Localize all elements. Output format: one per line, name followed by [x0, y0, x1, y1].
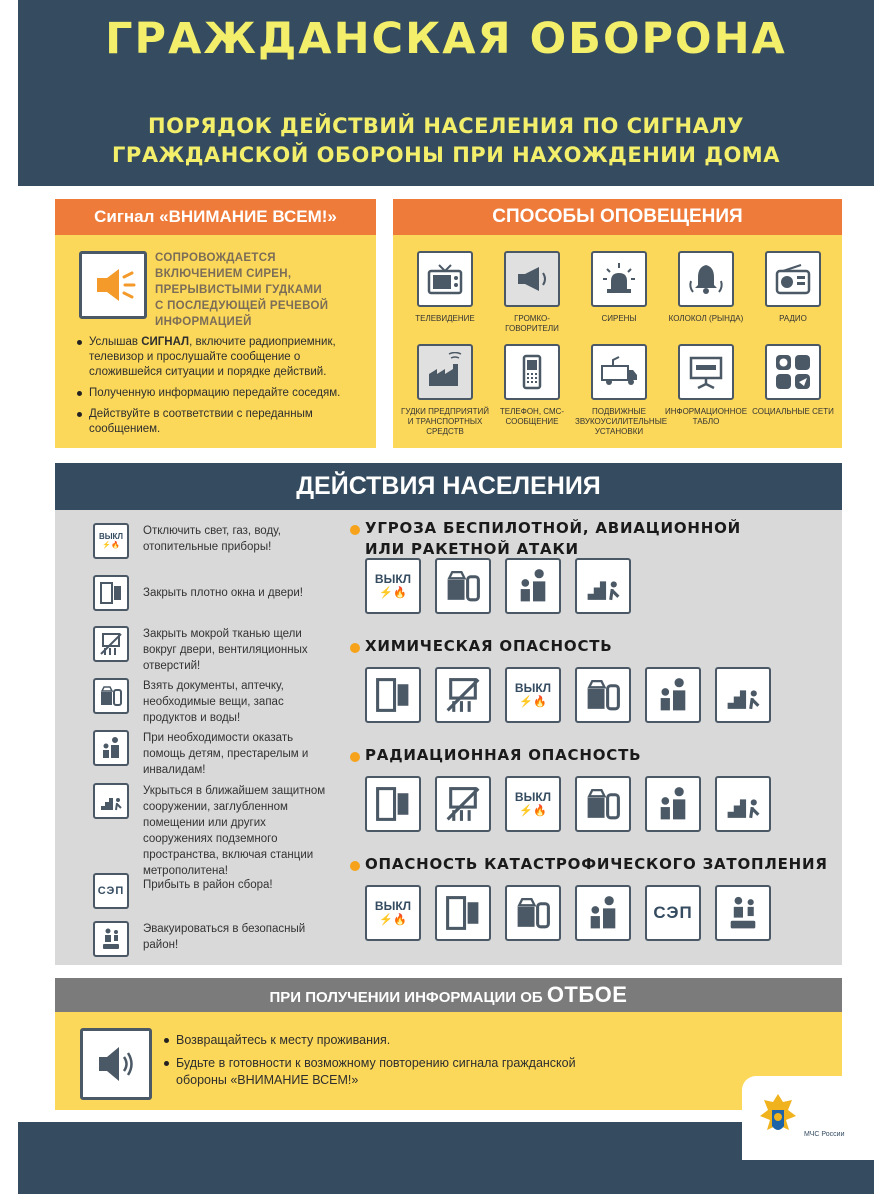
method-social: СОЦИАЛЬНЫЕ СЕТИ	[749, 344, 837, 417]
documents-kit-icon	[93, 678, 129, 714]
bullet-dot	[350, 525, 360, 535]
mchs-emblem-icon	[756, 1090, 800, 1146]
help-people-icon	[505, 558, 561, 614]
list-item: Будьте в готовности к возможному повторению сигнала гражданской обороны «ВНИМАНИЕ ВСЕМ!»	[163, 1055, 583, 1089]
siren-icon	[591, 251, 647, 307]
shelter-icon	[93, 783, 129, 819]
signal-title: Сигнал «ВНИМАНИЕ ВСЕМ!»	[55, 199, 376, 235]
actions-section	[55, 463, 842, 965]
close-door-icon	[365, 776, 421, 832]
assembly-point-icon: СЭП	[645, 885, 701, 941]
threat-radiation-icons	[365, 776, 785, 832]
wet-cloth-icon	[435, 667, 491, 723]
threat-air-attack-icons	[365, 558, 645, 614]
switch-off-icon: ВЫКЛ ⚡🔥	[93, 523, 129, 559]
method-factory-horn: ГУДКИ ПРЕДПРИЯТИЙ И ТРАНСПОРТНЫХ СРЕДСТВ	[401, 344, 489, 437]
subtitle-line: ПОРЯДОК ДЕЙСТВИЙ НАСЕЛЕНИЯ ПО СИГНАЛУ	[148, 114, 744, 138]
switch-off-icon: ВЫКЛ ⚡🔥	[505, 667, 561, 723]
page-subtitle	[18, 112, 874, 170]
action-item: Укрыться в ближайшем защитном сооружении, заглубленном помещении или других сооружениях подземного пространства, включая станции метрополитена!	[93, 783, 333, 879]
action-item: При необходимости оказать помощь детям, престарелым и инвалидам!	[93, 730, 323, 778]
notification-methods-panel	[393, 199, 842, 448]
wet-cloth-icon	[435, 776, 491, 832]
documents-kit-icon	[435, 558, 491, 614]
mobile-unit-icon	[591, 344, 647, 400]
switch-off-icon: ВЫКЛ ⚡🔥	[505, 776, 561, 832]
evacuation-icon	[715, 885, 771, 941]
method-bell: КОЛОКОЛ (РЫНДА)	[662, 251, 750, 324]
method-siren: СИРЕНЫ	[575, 251, 663, 324]
shelter-icon	[715, 776, 771, 832]
threat-chemical-icons	[365, 667, 785, 723]
logo-caption: МЧС России	[804, 1131, 845, 1138]
wet-cloth-icon	[93, 626, 129, 662]
list-item: Действуйте в соответствии с переданным сообщением.	[75, 407, 371, 437]
method-phone: ТЕЛЕФОН, СМС-СООБЩЕНИЕ	[488, 344, 576, 427]
siren-speaker-icon	[79, 251, 147, 319]
all-clear-section	[55, 978, 842, 1110]
documents-kit-icon	[575, 667, 631, 723]
help-people-icon	[645, 776, 701, 832]
threat-chemical-title: ХИМИЧЕСКАЯ ОПАСНОСТЬ	[365, 636, 613, 657]
action-item: Эвакуироваться в безопасный район!	[93, 921, 323, 957]
mchs-logo	[742, 1076, 874, 1160]
action-item: Взять документы, аптечку, необходимые вещи, запас продуктов и воды!	[93, 678, 323, 726]
loudspeaker-icon	[504, 251, 560, 307]
bullet-dot	[350, 643, 360, 653]
shelter-icon	[715, 667, 771, 723]
tv-icon	[417, 251, 473, 307]
subtitle-line: ГРАЖДАНСКОЙ ОБОРОНЫ ПРИ НАХОЖДЕНИИ ДОМА	[112, 143, 780, 167]
signal-description: СОПРОВОЖДАЕТСЯ ВКЛЮЧЕНИЕМ СИРЕН, ПРЕРЫВИСТЫМИ ГУДКАМИ С ПОСЛЕДУЮЩЕЙ РЕЧЕВОЙ ИНФОРМАЦИЕЙ	[155, 252, 329, 328]
action-item: Закрыть мокрой тканью щели вокруг двери, вентиляционных отверстий!	[93, 626, 323, 674]
close-door-icon	[93, 575, 129, 611]
action-item: СЭП Прибыть в район сбора!	[93, 873, 323, 909]
speaker-icon	[80, 1028, 152, 1100]
threat-radiation-title: РАДИАЦИОННАЯ ОПАСНОСТЬ	[365, 745, 641, 766]
methods-title: СПОСОБЫ ОПОВЕЩЕНИЯ	[393, 199, 842, 235]
method-loudspeaker: ГРОМКО-ГОВОРИТЕЛИ	[488, 251, 576, 334]
all-clear-title: ПРИ ПОЛУЧЕНИИ ИНФОРМАЦИИ ОБ ОТБОЕ	[55, 978, 842, 1012]
shelter-icon	[575, 558, 631, 614]
info-board-icon	[678, 344, 734, 400]
factory-horn-icon	[417, 344, 473, 400]
switch-off-icon: ВЫКЛ ⚡🔥	[365, 885, 421, 941]
close-door-icon	[435, 885, 491, 941]
all-clear-instructions	[163, 1032, 583, 1095]
help-people-icon	[645, 667, 701, 723]
action-item: ВЫКЛ ⚡🔥 Отключить свет, газ, воду, отопительные приборы!	[93, 523, 323, 559]
bullet-dot	[350, 752, 360, 762]
list-item: Полученную информацию передайте соседям.	[75, 386, 371, 401]
documents-kit-icon	[575, 776, 631, 832]
signal-panel	[55, 199, 376, 448]
method-mobile-unit: ПОДВИЖНЫЕ ЗВУКОУСИЛИТЕЛЬНЫЕ УСТАНОВКИ	[575, 344, 663, 437]
page-title: ГРАЖДАНСКАЯ ОБОРОНА	[105, 14, 787, 64]
method-tv: ТЕЛЕВИДЕНИЕ	[401, 251, 489, 324]
threat-flood-title: ОПАСНОСТЬ КАТАСТРОФИЧЕСКОГО ЗАТОПЛЕНИЯ	[365, 854, 828, 875]
method-info-board: ИНФОРМАЦИОННОЕ ТАБЛО	[662, 344, 750, 427]
threat-air-attack-title: УГРОЗА БЕСПИЛОТНОЙ, АВИАЦИОННОЙ ИЛИ РАКЕТНОЙ АТАКИ	[365, 518, 741, 560]
header-banner	[18, 0, 874, 186]
list-item: Возвращайтесь к месту проживания.	[163, 1032, 583, 1049]
list-item: Услышав СИГНАЛ, включите радиоприемник, телевизор и прослушайте сообщение о сложившейся ситуации и порядке действий.	[75, 335, 371, 380]
phone-icon	[504, 344, 560, 400]
documents-kit-icon	[505, 885, 561, 941]
help-people-icon	[575, 885, 631, 941]
action-item: Закрыть плотно окна и двери!	[93, 575, 323, 611]
method-radio: РАДИО	[749, 251, 837, 324]
evacuation-icon	[93, 921, 129, 957]
actions-title: ДЕЙСТВИЯ НАСЕЛЕНИЯ	[55, 463, 842, 510]
switch-off-icon: ВЫКЛ ⚡🔥	[365, 558, 421, 614]
assembly-point-icon: СЭП	[93, 873, 129, 909]
bell-icon	[678, 251, 734, 307]
radio-icon	[765, 251, 821, 307]
social-icon	[765, 344, 821, 400]
help-people-icon	[93, 730, 129, 766]
signal-instructions	[75, 335, 371, 443]
close-door-icon	[365, 667, 421, 723]
threat-flood-icons	[365, 885, 785, 941]
bullet-dot	[350, 861, 360, 871]
